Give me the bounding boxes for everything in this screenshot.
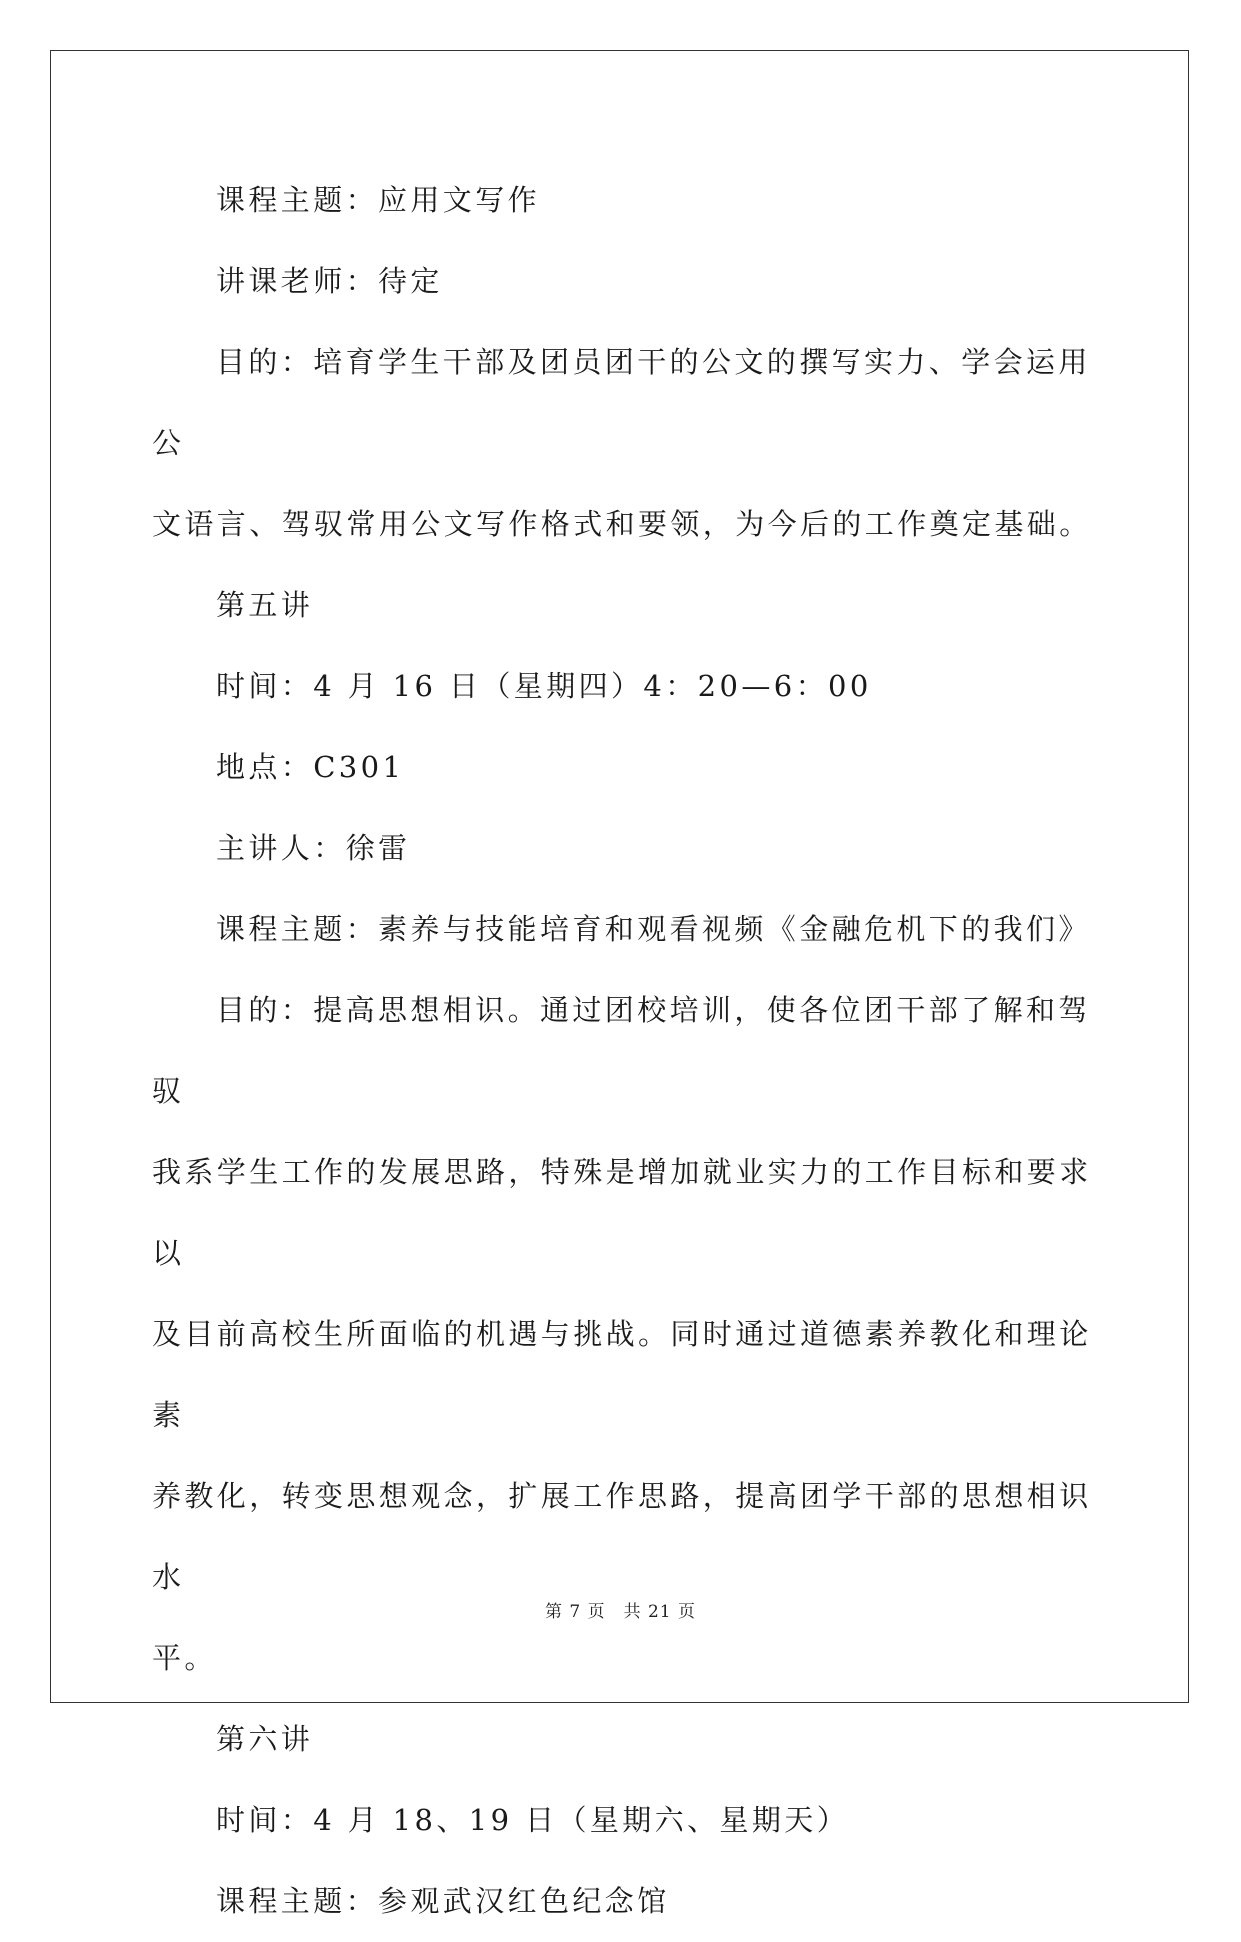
purpose-paragraph xyxy=(152,322,1092,565)
text-line: 第六讲 xyxy=(216,1722,314,1756)
time-line xyxy=(152,1780,1092,1861)
lecturer-line xyxy=(152,241,1092,322)
course-topic-line xyxy=(152,889,1092,970)
course-topic-line xyxy=(152,1861,1092,1942)
text-line: 课程主题：应用文写作 xyxy=(216,183,541,217)
text-line: 养教化，转变思想观念，扩展工作思路，提高团学干部的思想相识水 xyxy=(152,1479,1092,1594)
text-line: 主讲人：徐雷 xyxy=(216,831,411,865)
text-line: 时间：4 月 18、19 日（星期六、星期天） xyxy=(216,1803,850,1837)
text-line: 平。 xyxy=(152,1641,217,1675)
text-line: 目的：培育学生干部及团员团干的公文的撰写实力、学会运用公 xyxy=(152,345,1091,460)
text-line: 文语言、驾驭常用公文写作格式和要领，为今后的工作奠定基础。 xyxy=(152,507,1092,541)
location-line xyxy=(152,727,1092,808)
purpose-paragraph xyxy=(152,970,1092,1699)
page-number: 第 7 页 xyxy=(544,1602,606,1622)
text-line: 课程主题：素养与技能培育和观看视频《金融危机下的我们》 xyxy=(216,912,1091,946)
document-body xyxy=(152,160,1092,1942)
text-line: 第五讲 xyxy=(216,588,314,622)
text-line: 目的：提高思想相识。通过团校培训，使各位团干部了解和驾驭 xyxy=(152,993,1091,1108)
text-line: 时间：4 月 16 日（星期四）4：20—6：00 xyxy=(216,669,872,703)
time-line xyxy=(152,646,1092,727)
text-line: 课程主题：参观武汉红色纪念馆 xyxy=(216,1884,670,1918)
text-line: 及目前高校生所面临的机遇与挑战。同时通过道德素养教化和理论素 xyxy=(152,1317,1092,1432)
speaker-line xyxy=(152,808,1092,889)
page-total: 共 21 页 xyxy=(623,1602,697,1622)
text-line: 我系学生工作的发展思路，特殊是增加就业实力的工作目标和要求以 xyxy=(152,1155,1092,1270)
lecture-heading xyxy=(152,1699,1092,1780)
text-line: 讲课老师：待定 xyxy=(216,264,443,298)
course-topic-line xyxy=(152,160,1092,241)
page-footer xyxy=(0,1597,1241,1622)
lecture-heading xyxy=(152,565,1092,646)
text-line: 地点：C301 xyxy=(216,750,405,784)
